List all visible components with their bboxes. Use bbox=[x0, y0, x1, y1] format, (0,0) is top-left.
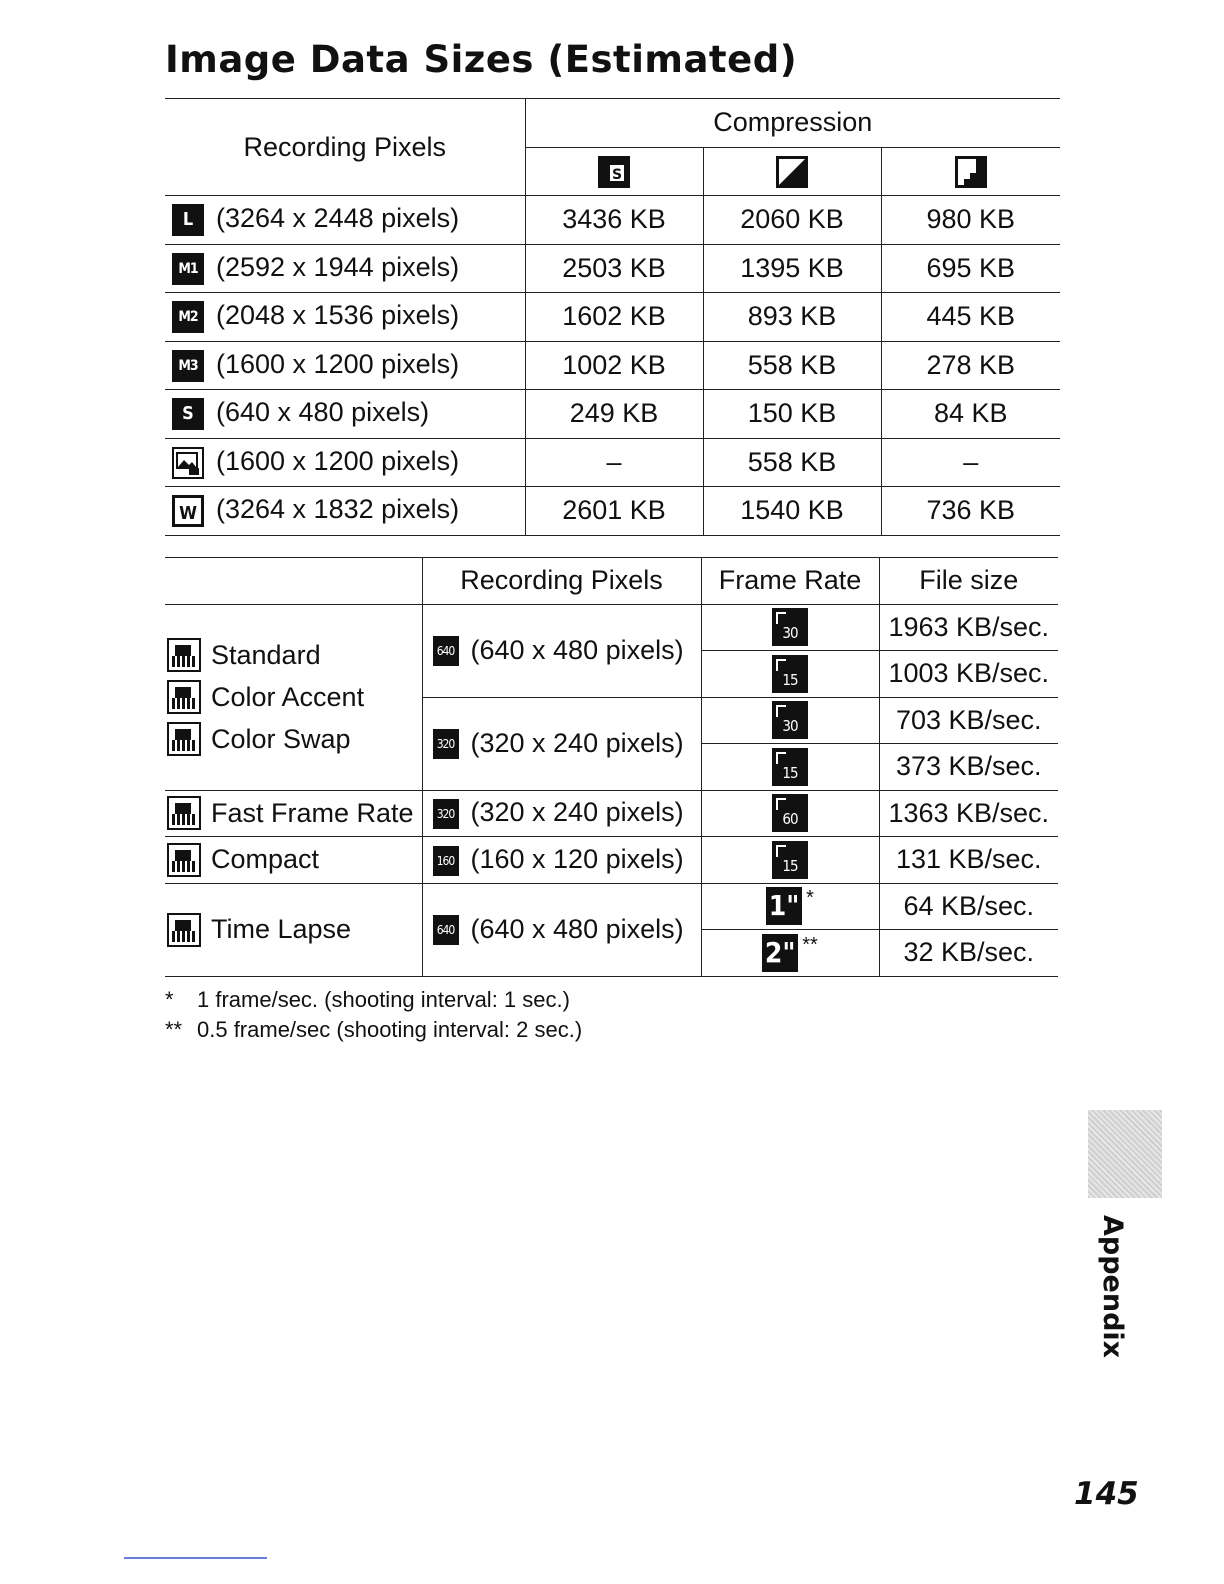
file-size-value: 373 KB/sec. bbox=[879, 744, 1058, 791]
page-title: Image Data Sizes (Estimated) bbox=[165, 38, 798, 81]
file-size-value: 64 KB/sec. bbox=[879, 883, 1058, 930]
compact-icon bbox=[167, 843, 201, 877]
fps-30-icon: 30 bbox=[772, 701, 808, 739]
movie-pixels: (640 x 480 pixels) bbox=[470, 634, 684, 665]
movie-pixels: (640 x 480 pixels) bbox=[470, 913, 684, 944]
standard-movie-icon bbox=[167, 638, 201, 672]
still-image-size-table bbox=[165, 98, 1060, 536]
file-size-header: File size bbox=[879, 558, 1058, 605]
color-swap-icon bbox=[167, 722, 201, 756]
still-row-label: (1600 x 1200 pixels) bbox=[216, 348, 460, 379]
footnote-mark: * bbox=[806, 887, 814, 910]
section-tab-marker bbox=[1088, 1110, 1162, 1198]
still-row-label: (3264 x 2448 pixels) bbox=[216, 203, 460, 234]
superfine-value: 249 KB bbox=[525, 390, 703, 439]
normal-value: 695 KB bbox=[881, 244, 1060, 293]
still-row-label: (2592 x 1944 pixels) bbox=[216, 251, 460, 282]
mode-color-accent: Color Accent bbox=[211, 681, 365, 712]
still-row bbox=[165, 196, 1060, 245]
file-size-value: 703 KB/sec. bbox=[879, 697, 1058, 744]
file-size-value: 1363 KB/sec. bbox=[879, 790, 1058, 837]
interval-1-sec-icon: 1" bbox=[766, 887, 802, 925]
still-row bbox=[165, 438, 1060, 487]
still-row-label: (1600 x 1200 pixels) bbox=[216, 445, 460, 476]
file-size-value: 1003 KB/sec. bbox=[879, 651, 1058, 698]
still-row bbox=[165, 293, 1060, 342]
normal-value: 84 KB bbox=[881, 390, 1060, 439]
page-number: 145 bbox=[1074, 1476, 1139, 1512]
still-row bbox=[165, 244, 1060, 293]
file-size-value: 131 KB/sec. bbox=[879, 837, 1058, 884]
normal-value: 445 KB bbox=[881, 293, 1060, 342]
medium2-size-icon: M2 bbox=[172, 301, 204, 333]
movie-pixels: (160 x 120 pixels) bbox=[470, 843, 684, 874]
normal-value: 736 KB bbox=[881, 487, 1060, 536]
section-tab-label: Appendix bbox=[1097, 1215, 1128, 1359]
footnote bbox=[165, 985, 582, 1015]
blank-header bbox=[165, 558, 422, 605]
normal-compression-icon bbox=[955, 156, 987, 188]
fine-value: 558 KB bbox=[703, 341, 881, 390]
superfine-value: 1602 KB bbox=[525, 293, 703, 342]
res-160-icon: 160 bbox=[433, 846, 459, 876]
fine-value: 1540 KB bbox=[703, 487, 881, 536]
footnote-mark: * bbox=[165, 987, 174, 1012]
fps-15-icon: 15 bbox=[772, 748, 808, 786]
still-row-label: (640 x 480 pixels) bbox=[216, 397, 430, 428]
widescreen-size-icon: W bbox=[172, 495, 204, 527]
still-row bbox=[165, 390, 1060, 439]
color-accent-icon bbox=[167, 680, 201, 714]
mode-standard: Standard bbox=[211, 639, 321, 670]
fps-15-icon: 15 bbox=[772, 655, 808, 693]
large-size-icon: L bbox=[172, 204, 204, 236]
frame-rate-header: Frame Rate bbox=[701, 558, 879, 605]
fine-value: 893 KB bbox=[703, 293, 881, 342]
still-row-label: (2048 x 1536 pixels) bbox=[216, 300, 460, 331]
movie-pixels: (320 x 240 pixels) bbox=[470, 797, 684, 828]
postcard-icon bbox=[172, 447, 204, 479]
footnote bbox=[165, 1015, 582, 1045]
fps-30-icon: 30 bbox=[772, 608, 808, 646]
medium1-size-icon: M1 bbox=[172, 253, 204, 285]
normal-value: 980 KB bbox=[881, 196, 1060, 245]
small-size-icon: S bbox=[172, 398, 204, 430]
file-size-value: 32 KB/sec. bbox=[879, 930, 1058, 977]
superfine-compression-icon bbox=[598, 156, 630, 188]
mode-fast-frame-rate: Fast Frame Rate bbox=[211, 797, 414, 828]
normal-value: 278 KB bbox=[881, 341, 1060, 390]
superfine-value: – bbox=[525, 438, 703, 487]
footnote-mark: ** bbox=[165, 1017, 183, 1042]
fine-value: 1395 KB bbox=[703, 244, 881, 293]
compression-header: Compression bbox=[525, 99, 1060, 148]
still-row bbox=[165, 487, 1060, 536]
movie-pixels: (320 x 240 pixels) bbox=[470, 727, 684, 758]
mode-group-standard bbox=[165, 604, 422, 790]
fps-15-icon: 15 bbox=[772, 841, 808, 879]
medium3-size-icon: M3 bbox=[172, 350, 204, 382]
still-row bbox=[165, 341, 1060, 390]
bottom-rule bbox=[124, 1557, 267, 1559]
file-size-value: 1963 KB/sec. bbox=[879, 604, 1058, 651]
movie-size-table bbox=[165, 557, 1058, 977]
res-320-icon: 320 bbox=[433, 799, 459, 829]
res-640-icon: 640 bbox=[433, 915, 459, 945]
fine-value: 150 KB bbox=[703, 390, 881, 439]
movie-recording-pixels-header: Recording Pixels bbox=[422, 558, 701, 605]
superfine-value: 2601 KB bbox=[525, 487, 703, 536]
fine-compression-icon bbox=[776, 156, 808, 188]
recording-pixels-header: Recording Pixels bbox=[165, 99, 525, 196]
time-lapse-icon bbox=[167, 913, 201, 947]
fine-value: 2060 KB bbox=[703, 196, 881, 245]
footnote-text: 1 frame/sec. (shooting interval: 1 sec.) bbox=[197, 987, 570, 1012]
res-320-icon: 320 bbox=[433, 729, 459, 759]
superfine-value: 2503 KB bbox=[525, 244, 703, 293]
fine-value: 558 KB bbox=[703, 438, 881, 487]
superfine-value: 1002 KB bbox=[525, 341, 703, 390]
mode-time-lapse: Time Lapse bbox=[211, 914, 352, 944]
fast-frame-rate-icon bbox=[167, 796, 201, 830]
still-row-label: (3264 x 1832 pixels) bbox=[216, 494, 460, 525]
footnotes bbox=[165, 985, 582, 1045]
footnote-mark: ** bbox=[802, 933, 818, 956]
interval-2-sec-icon: 2" bbox=[762, 934, 798, 972]
superfine-value: 3436 KB bbox=[525, 196, 703, 245]
svg-text:S: S bbox=[611, 166, 623, 183]
mode-color-swap: Color Swap bbox=[211, 723, 351, 754]
res-640-icon: 640 bbox=[433, 636, 459, 666]
fps-60-icon: 60 bbox=[772, 794, 808, 832]
mode-compact: Compact bbox=[211, 844, 320, 875]
footnote-text: 0.5 frame/sec (shooting interval: 2 sec.) bbox=[197, 1017, 583, 1042]
normal-value: – bbox=[881, 438, 1060, 487]
